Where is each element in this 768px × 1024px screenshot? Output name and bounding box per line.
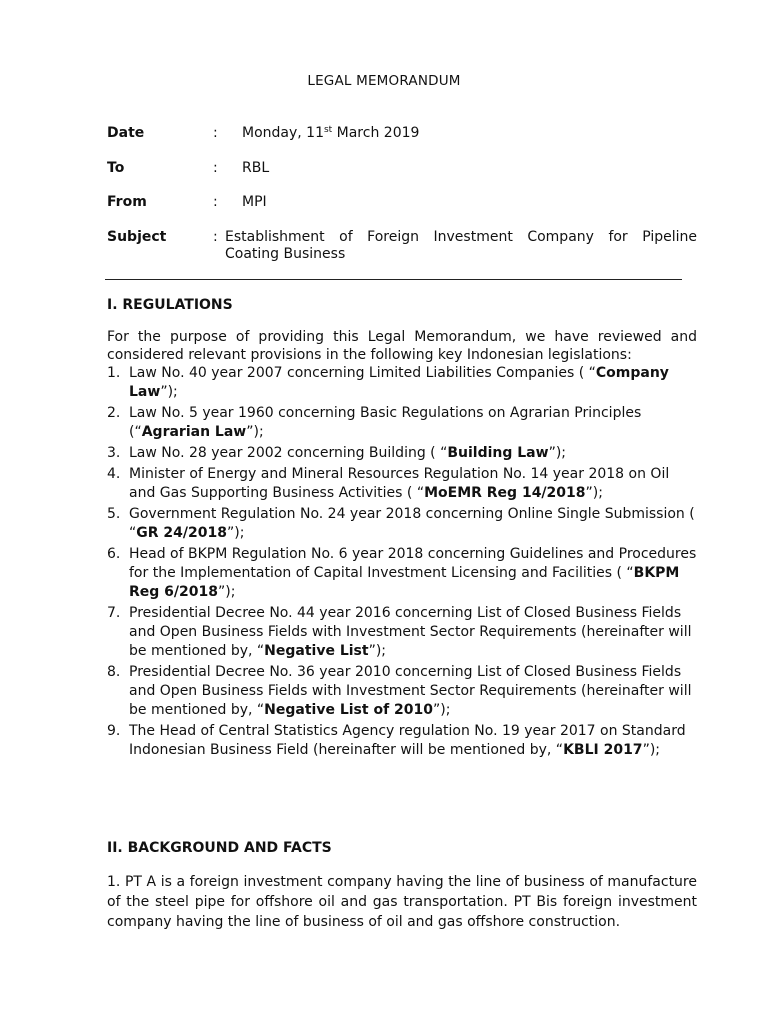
list-item-text-end: ”); bbox=[642, 742, 660, 758]
list-item-number: 5. bbox=[107, 506, 121, 522]
list-item-text: Head of BKPM Regulation No. 6 year 2018 concerning Guidelines and Procedures for the Implementation of Capital Investment Licensing and Facilities ( “ bbox=[129, 546, 697, 581]
header-divider bbox=[105, 279, 682, 280]
subject-value-line2: Coating Business bbox=[225, 246, 346, 262]
list-item-defined-term: GR 24/2018 bbox=[136, 525, 227, 541]
subject-value-line1: Establishment of Foreign Investment Company for Pipeline bbox=[225, 229, 697, 245]
list-item-text-end: ”); bbox=[585, 485, 603, 501]
list-item-defined-term: Negative List of 2010 bbox=[264, 702, 434, 718]
section-heading-background: II. BACKGROUND AND FACTS bbox=[107, 840, 332, 856]
list-item-text: Law No. 40 year 2007 concerning Limited Liabilities Companies ( “ bbox=[129, 365, 596, 381]
list-item-text-end: ”); bbox=[368, 643, 387, 659]
date-value bbox=[242, 125, 419, 141]
list-item-text: Law No. 5 year 1960 concerning Basic Regulations on Agrarian Principles (“ bbox=[129, 405, 642, 440]
list-item bbox=[107, 604, 697, 661]
list-item-text: Law No. 28 year 2002 concerning Building ( “ bbox=[129, 445, 448, 461]
date-colon: : bbox=[213, 125, 218, 141]
from-label: From bbox=[107, 194, 147, 210]
list-item-text: Presidential Decree No. 36 year 2010 concerning List of Closed Business Fields and Open Business Fields with Investment Sector Requirements (hereinafter will be mentioned by, “ bbox=[129, 664, 692, 718]
section-heading-regulations: I. REGULATIONS bbox=[107, 297, 233, 313]
from-colon: : bbox=[213, 194, 218, 210]
memo-title: LEGAL MEMORANDUM bbox=[307, 73, 461, 89]
list-item-defined-term: Building Law bbox=[447, 445, 549, 461]
list-item-number: 4. bbox=[107, 466, 121, 482]
list-item-text: Government Regulation No. 24 year 2018 concerning Online Single Submission ( “ bbox=[129, 506, 695, 541]
list-item-text: Presidential Decree No. 44 year 2016 concerning List of Closed Business Fields and Open Business Fields with Investment Sector Requirements (hereinafter will be mentioned by, “ bbox=[129, 605, 692, 659]
list-item-text: The Head of Central Statistics Agency regulation No. 19 year 2017 on Standard Indonesian Business Field (hereinafter will be mentioned by, “ bbox=[129, 723, 686, 758]
list-item-text-end: ”); bbox=[226, 525, 245, 541]
list-item-defined-term: Agrarian Law bbox=[141, 424, 247, 440]
regulations-intro: For the purpose of providing this Legal Memorandum, we have reviewed and considered relevant provisions in the following key Indonesian legislations: bbox=[107, 329, 697, 363]
list-item bbox=[107, 364, 697, 402]
from-value: MPI bbox=[242, 194, 267, 210]
to-value: RBL bbox=[242, 160, 270, 176]
header-from-row bbox=[107, 194, 697, 214]
list-item bbox=[107, 663, 697, 720]
regulations-list bbox=[107, 364, 697, 762]
header-date-row bbox=[107, 125, 697, 145]
list-item-number: 7. bbox=[107, 605, 121, 621]
list-item bbox=[107, 505, 697, 543]
list-item bbox=[107, 722, 697, 760]
header-subject-row bbox=[107, 229, 697, 269]
list-item-number: 6. bbox=[107, 546, 121, 562]
list-item bbox=[107, 465, 697, 503]
list-item-defined-term: BKPM Reg 6/2018 bbox=[129, 565, 680, 600]
date-value-month-year: March 2019 bbox=[332, 125, 420, 141]
subject-label: Subject bbox=[107, 229, 167, 245]
list-item-text: Minister of Energy and Mineral Resources Regulation No. 14 year 2018 on Oil and Gas Supporting Business Activities ( “ bbox=[129, 466, 670, 501]
date-value-ordinal: st bbox=[323, 125, 333, 135]
list-item-defined-term: KBLI 2017 bbox=[563, 742, 643, 758]
list-item-number: 8. bbox=[107, 664, 121, 680]
list-item bbox=[107, 444, 697, 463]
list-item bbox=[107, 545, 697, 602]
to-colon: : bbox=[213, 160, 218, 176]
list-item-number: 1. bbox=[107, 365, 121, 381]
subject-colon: : bbox=[213, 229, 218, 245]
list-item bbox=[107, 404, 697, 442]
list-item-text-end: ”); bbox=[548, 445, 567, 461]
list-item-text-end: ”); bbox=[160, 384, 178, 400]
list-item-text-end: ”); bbox=[218, 584, 236, 600]
header-to-row bbox=[107, 160, 697, 180]
background-paragraph-1: 1. PT A is a foreign investment company having the line of business of manufacture of the steel pipe for offshore oil and gas transportation. PT Bis foreign investment company having the line of business of oil and gas offshore construction. bbox=[107, 874, 697, 930]
list-item-text-end: ”); bbox=[246, 424, 264, 440]
list-item-defined-term: MoEMR Reg 14/2018 bbox=[424, 485, 586, 501]
list-item-number: 3. bbox=[107, 445, 121, 461]
to-label: To bbox=[107, 160, 125, 176]
date-label: Date bbox=[107, 125, 145, 141]
list-item-number: 9. bbox=[107, 723, 121, 739]
list-item-text-end: ”); bbox=[433, 702, 451, 718]
list-item-defined-term: Negative List bbox=[264, 643, 369, 659]
list-item-defined-term: Company Law bbox=[129, 365, 669, 400]
date-value-main: Monday, 11 bbox=[242, 125, 324, 141]
list-item-number: 2. bbox=[107, 405, 121, 421]
